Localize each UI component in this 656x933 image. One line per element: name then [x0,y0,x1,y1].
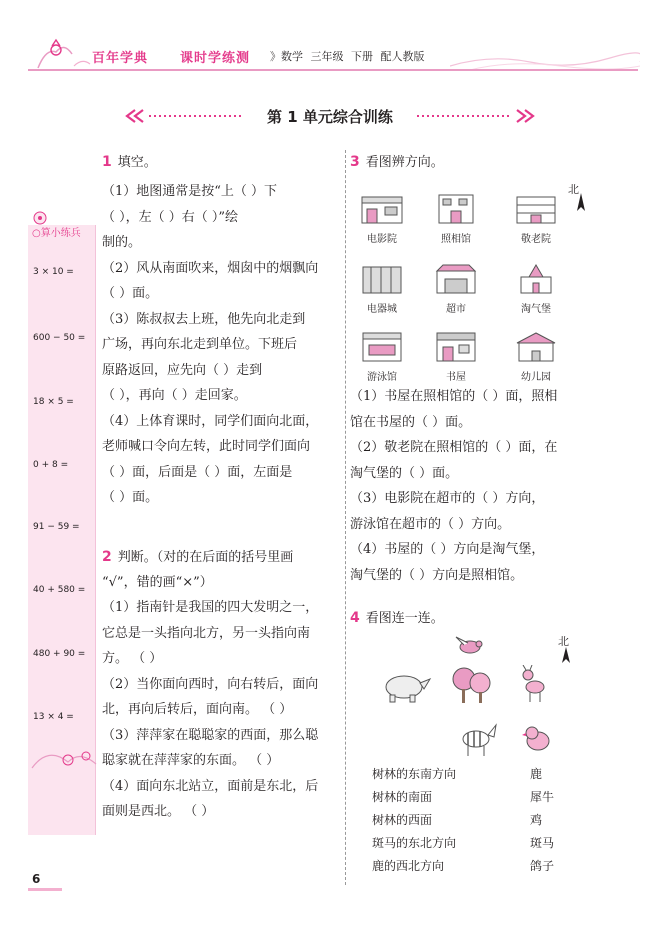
flower-logo-icon [34,38,94,72]
nursing-home-icon [513,193,559,225]
kindergarten-icon [513,331,559,363]
sidebar-label: ○算小练兵 [32,228,81,239]
sidebar-item: 91 − 59 = [33,522,80,532]
question-2-line: 面则是西北。 （ ） [102,804,215,819]
book-meta: 》数学 三年级 下册 配人教版 [270,50,425,63]
matching-row: 鹿的西北方向 鸽子 [372,859,555,873]
animal-map [350,631,590,759]
question-2-line: 方。 （ ） [102,651,163,666]
question-3-line: 游泳馆在超市的（ ）方向。 [350,516,511,532]
building-kindergarten: 幼儿园 [510,331,562,383]
question-1-line: 老师喊口令向左转，此时同学们面向 [102,439,311,454]
zebra-icon [458,721,498,757]
matching-list [350,765,590,880]
sidebar-item: 40 + 580 = [33,585,86,595]
brand-subtitle: 课时学练测 [180,51,251,66]
question-3-line: （3）电影院在超市的（ ）方向， [350,491,545,506]
question-2-line: （1）指南针是我国的四大发明之一， [102,600,319,615]
question-3-title: 3 看图辨方向。 [350,154,444,170]
question-1-line: （ ）面。 [102,286,159,301]
electronics-store-icon [359,263,405,295]
brand-title: 百年学典 [92,51,149,66]
trees-icon [450,665,494,705]
building-supermarket: 超市 [430,263,482,315]
castle-icon [513,263,559,295]
question-3-line: 淘气堡的（ ）面。 [350,465,459,481]
building-map [350,179,590,384]
page-number: 6 [32,872,41,886]
pigeon-icon [454,635,486,657]
question-4-title: 4 看图连一连。 [350,610,444,626]
question-3-line: （2）敬老院在照相馆的（ ）面，在 [350,440,558,455]
question-1-line: （ ）面。 [102,490,159,505]
question-3-line: （4）书屋的（ ）方向是淘气堡， [350,542,545,557]
bookstore-icon [433,331,479,363]
header-rule [28,69,638,71]
building-photo-studio: 照相馆 [430,193,482,245]
photo-studio-icon [433,193,479,225]
question-2-line: 它总是一头指向北方，另一头指向南 [102,625,311,641]
sidebar-item: 18 × 5 = [33,397,74,407]
question-1-line: （ ）面，后面是（ ）面，左面是 [102,464,293,480]
question-1-line: 制的。 [102,235,142,250]
column-divider [345,150,346,885]
unit-title: 第 1 单元综合训练 [267,108,393,126]
chick-icon [522,723,552,753]
question-1-line: （ ），左（ ）右（ ）”绘 [102,209,239,225]
swimming-pool-icon [359,331,405,363]
question-2-line: 北，再向后转后，面向南。 （ ） [102,702,293,717]
question-2-line: （3）萍萍家在聪聪家的西面，那么聪 [102,727,319,743]
question-1-line: （3）陈叔叔去上班，他先向北走到 [102,311,306,327]
question-1-line: （1）地图通常是按“上（ ）下 [102,184,278,199]
north-label: 北 [558,635,569,648]
question-2-title: 2 判断。（对的在后面的括号里画 [102,548,294,565]
question-2-title-cont: “√”，错的画“×”） [102,574,213,590]
unit-title-row [125,106,535,126]
deer-icon [520,665,550,703]
question-1-line: 广场，再向东北走到单位。下班后 [102,337,298,352]
question-1-title: 1 填空。 [102,154,157,170]
question-1-line: （2）风从南面吹来，烟囱中的烟飘向 [102,260,319,276]
sidebar-item: 0 + 8 = [33,460,69,470]
north-label: 北 [568,183,579,196]
supermarket-icon [433,263,479,295]
question-3-line: 馆在书屋的（ ）面。 [350,414,472,430]
sidebar-item: 13 × 4 = [33,712,74,722]
north-arrow-icon [576,193,586,211]
building-nursing-home: 敬老院 [510,193,562,245]
building-cinema: 电影院 [356,193,408,245]
north-arrow-icon [561,647,571,663]
left-column [102,150,340,825]
question-2-line: （2）当你面向西时，向右转后，面向 [102,676,319,692]
page-number-bar [28,888,62,891]
question-2-line: （4）面向东北站立，面前是东北，后 [102,778,319,794]
matching-row: 树林的西面 鸡 [372,813,543,827]
page-header [0,0,656,80]
sidebar-bottom-flower-icon [28,742,100,772]
sidebar-item: 3 × 10 = [33,267,74,277]
question-1-line: （4）上体育课时，同学们面向北面， [102,413,319,429]
building-bookstore: 书屋 [430,331,482,383]
matching-row: 树林的东南方向 鹿 [372,767,543,781]
right-column [350,150,590,880]
question-3-line: 淘气堡的（ ）方向是照相馆。 [350,567,524,583]
question-1-line: （ ），再向（ ）走回家。 [102,388,247,403]
matching-row: 斑马的东北方向 斑马 [372,836,555,850]
question-2-line: 聪家就在萍萍家的东面。 （ ） [102,753,280,768]
building-playground: 淘气堡 [510,263,562,315]
matching-row: 树林的南面 犀牛 [372,790,555,804]
sidebar-item: 600 − 50 = [33,333,86,343]
rhino-icon [382,667,432,703]
right-arrow-decoration-icon [415,108,535,124]
building-swimming-pool: 游泳馆 [356,331,408,383]
building-electronics-store: 电器城 [356,263,408,315]
cinema-icon [359,193,405,225]
question-1-line: 原路返回，应先向（ ）走到 [102,362,263,378]
sidebar-item: 480 + 90 = [33,649,86,659]
question-3-line: （1）书屋在照相馆的（ ）面，照相 [350,389,558,404]
